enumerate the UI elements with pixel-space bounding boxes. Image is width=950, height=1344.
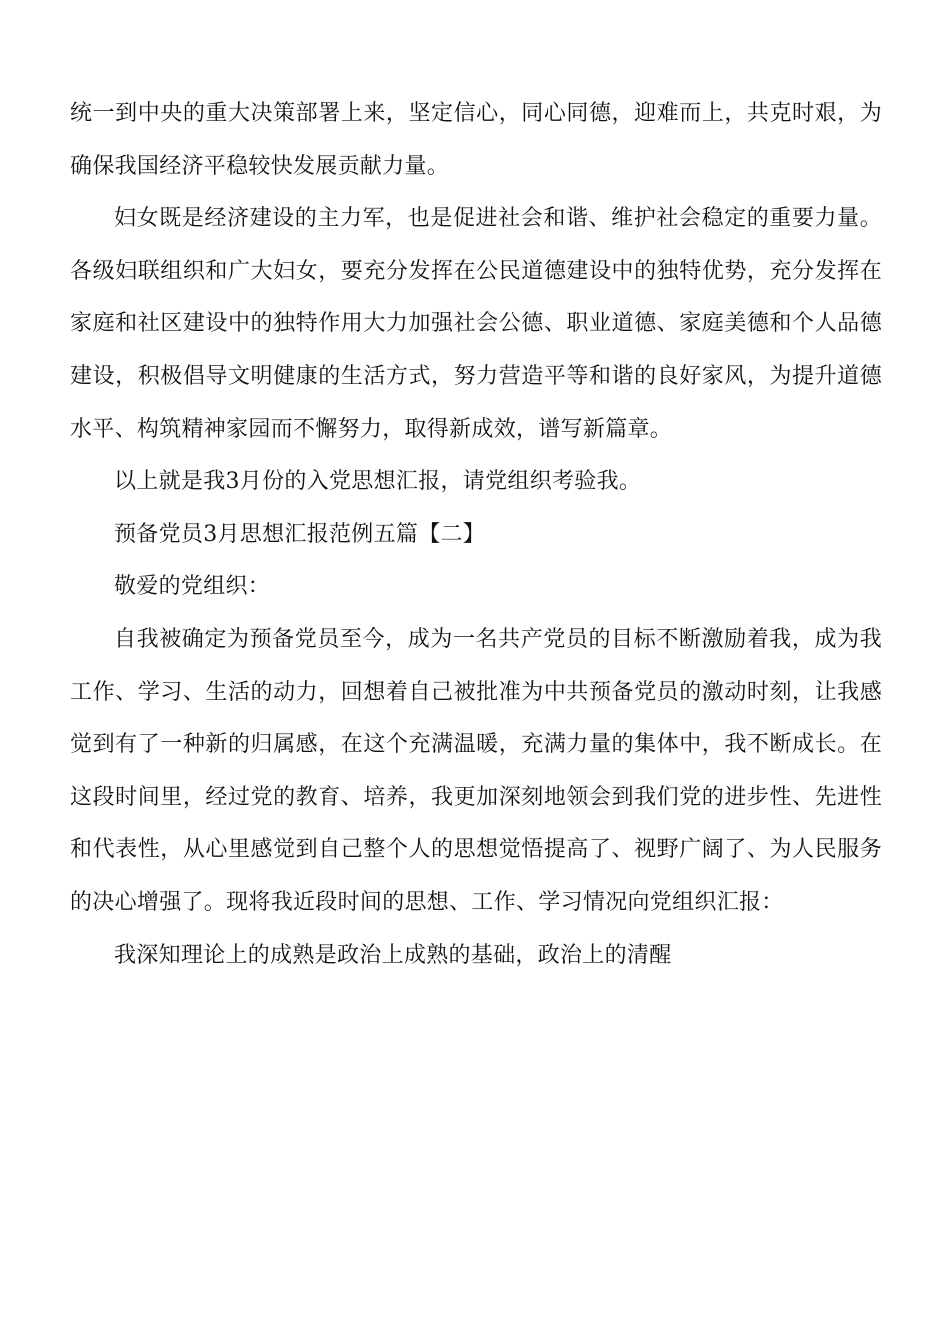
paragraph-continuation: 统一到中央的重大决策部署上来，坚定信心，同心同德，迎难而上，共克时艰，为确保我国经济平稳较快发展贡献力量。 <box>70 101 882 179</box>
salutation: 敬爱的党组织： <box>114 574 271 600</box>
document-body <box>70 88 882 982</box>
paragraph-closing: 以上就是我3月份的入党思想汇报，请党组织考验我。 <box>114 469 642 495</box>
section-heading: 预备党员3月思想汇报范例五篇【二】 <box>114 521 486 547</box>
paragraph-intro: 自我被确定为预备党员至今，成为一名共产党员的目标不断激励着我，成为我工作、学习、生活的动力，回想着自己被批准为中共预备党员的激动时刻，让我感觉到有了一种新的归属感，在这个充满温暖，充满力量的集体中，我不断成长。在这段时间里，经过党的教育、培养，我更加深刻地领会到我们党的进步性、先进性和代表性，从心里感觉到自己整个人的思想觉悟提高了、视野广阔了、为人民服务的决心增强了。现将我近段时间的思想、工作、学习情况向党组织汇报： <box>70 626 882 915</box>
paragraph-theory: 我深知理论上的成熟是政治上成熟的基础，政治上的清醒 <box>114 942 672 968</box>
paragraph-women-role: 妇女既是经济建设的主力军，也是促进社会和谐、维护社会稳定的重要力量。各级妇联组织和广大妇女，要充分发挥在公民道德建设中的独特优势，充分发挥在家庭和社区建设中的独特作用大力加强社会公德、职业道德、家庭美德和个人品德建设，积极倡导文明健康的生活方式，努力营造平等和谐的良好家风，为提升道德水平、构筑精神家园而不懈努力，取得新成效，谱写新篇章。 <box>70 206 882 442</box>
